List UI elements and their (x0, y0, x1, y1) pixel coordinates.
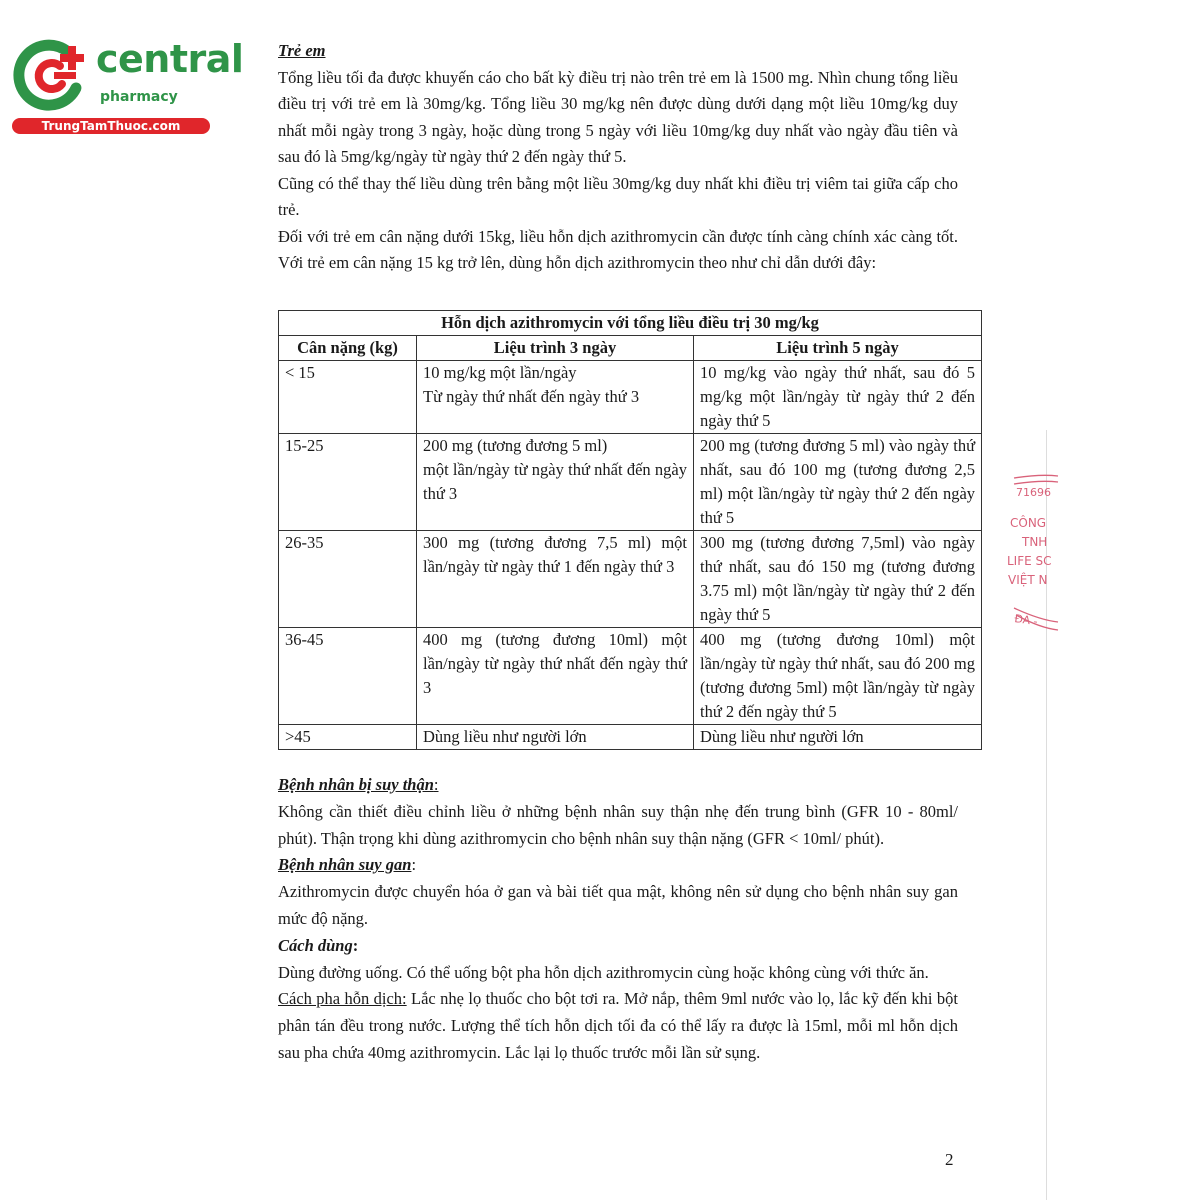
cell-5-day: Dùng liều như người lớn (694, 725, 982, 750)
table-row (279, 434, 982, 531)
column-header-5-day: Liệu trình 5 ngày (694, 336, 982, 361)
cell-3-day: 200 mg (tương đương 5 ml) một lần/ngày từ ngày thứ nhất đến ngày thứ 3 (417, 434, 694, 531)
svg-text:VIỆT N: VIỆT N (1008, 573, 1048, 587)
table-row (279, 628, 982, 725)
paragraph-renal: Không cần thiết điều chỉnh liều ở những bệnh nhân suy thận nhẹ đến trung bình (GFR 10 - 80ml/ phút). Thận trọng khi dùng azithromycin cho bệnh nhân suy thận nặng (GFR < 10ml/ phút). (278, 801, 958, 848)
section-special-populations: Bệnh nhân bị suy thận: Không cần thiết điều chỉnh liều ở những bệnh nhân suy thận nhẹ đến trung bình (GFR 10 - 80ml/ phút). Thận trọng khi dùng azithromycin cho bệnh nhân suy thận nặng (GFR < 10ml/ phút). Bệnh nhân suy gan: Azithromycin được chuyển hóa ở gan và bài tiết qua mật, không nên sử dụng cho bệnh nhân suy gan mức độ nặng. Cách dùng: Dùng đường uống. Có thể uống bột pha hỗn dịch azithromycin cùng hoặc không cùng với thức ăn. Cách pha hỗn dịch: Lắc nhẹ lọ thuốc cho bột tơi ra. Mở nắp, thêm 9ml nước vào lọ, lắc kỹ đến khi bột phân tán đều trong nước. Lượng thể tích hỗn dịch tối đa có thể lấy ra được là 15ml, mỗi ml hỗn dịch sau pha chứa 40mg azithromycin. Lắc lại lọ thuốc trước mỗi lần sử sụng. (278, 772, 958, 1067)
cell-weight: 15-25 (279, 434, 417, 531)
cell-5-day: 400 mg (tương đương 10ml) một lần/ngày từ ngày thứ nhất, sau đó 200 mg (tương đương 5ml) một lần/ngày từ ngày thứ 2 đến ngày thứ 5 (694, 628, 982, 725)
brand-name: central (96, 37, 244, 81)
paragraph-preparation: Cách pha hỗn dịch: Lắc nhẹ lọ thuốc cho bột tơi ra. Mở nắp, thêm 9ml nước vào lọ, lắc kỹ đến khi bột phân tán đều trong nước. Lượng thể tích hỗn dịch tối đa có thể lấy ra được là 15ml, mỗi ml hỗn dịch sau pha chứa 40mg azithromycin. Lắc lại lọ thuốc trước mỗi lần sử sụng. (278, 989, 958, 1062)
svg-text:LIFE SC: LIFE SC (1007, 554, 1052, 568)
svg-text:ĐA -: ĐA - (1013, 612, 1039, 629)
svg-text:TNH: TNH (1022, 535, 1048, 549)
cell-3-day: 10 mg/kg một lần/ngày Từ ngày thứ nhất đến ngày thứ 3 (417, 361, 694, 434)
table-row (279, 361, 982, 434)
dosage-table (278, 310, 982, 750)
cell-weight: >45 (279, 725, 417, 750)
table-row (279, 531, 982, 628)
svg-text:CÔNG: CÔNG (1010, 516, 1047, 530)
section-children (278, 38, 958, 277)
section-heading-hepatic: Bệnh nhân suy gan (278, 855, 412, 875)
column-header-weight: Cân nặng (kg) (279, 336, 417, 361)
cell-weight: 26-35 (279, 531, 417, 628)
page-number: 2 (945, 1150, 954, 1169)
section-heading-children: Trẻ em (278, 41, 326, 60)
paragraph-otitis: Cũng có thể thay thế liều dùng trên bằng một liều 30mg/kg duy nhất khi điều trị viêm tai giữa cấp cho trẻ. (278, 173, 958, 219)
paragraph-hepatic: Azithromycin được chuyển hóa ở gan và bài tiết qua mật, không nên sử dụng cho bệnh nhân suy gan mức độ nặng. (278, 882, 958, 928)
preparation-label: Cách pha hỗn dịch: (278, 989, 407, 1009)
brand-subtitle: pharmacy (100, 89, 178, 105)
company-stamp (1000, 470, 1060, 640)
cell-3-day: 400 mg (tương đương 10ml) một lần/ngày từ ngày thứ nhất đến ngày thứ 3 (417, 628, 694, 725)
cell-3-day: 300 mg (tương đương 7,5 ml) một lần/ngày từ ngày thứ 1 đến ngày thứ 3 (417, 531, 694, 628)
column-header-3-day: Liệu trình 3 ngày (417, 336, 694, 361)
pharmacy-cross-icon (10, 38, 94, 118)
brand-site: TrungTamThuoc.com (12, 118, 210, 134)
svg-text:71696: 71696 (1016, 486, 1051, 499)
paragraph-usage: Dùng đường uống. Có thể uống bột pha hỗn dịch azithromycin cùng hoặc không cùng với thức ăn. (278, 962, 929, 982)
brand-logo[interactable] (10, 37, 244, 138)
cell-3-day: Dùng liều như người lớn (417, 725, 694, 750)
section-heading-renal: Bệnh nhân bị suy thận (278, 775, 434, 794)
paragraph-weight: Đối với trẻ em cân nặng dưới 15kg, liều hỗn dịch azithromycin cần được tính càng chính xác càng tốt. Với trẻ em cân nặng 15 kg trở lên, dùng hỗn dịch azithromycin theo như chỉ dẫn dưới đây: (278, 226, 958, 272)
table-row (279, 725, 982, 750)
table-title: Hỗn dịch azithromycin với tổng liều điều trị 30 mg/kg (279, 311, 982, 336)
paragraph-max-dose: Tổng liều tối đa được khuyến cáo cho bất kỳ điều trị nào trên trẻ em là 1500 mg. Nhìn chung tổng liều điều trị với trẻ em là 30mg/kg. Tổng liều 30 mg/kg nên được dùng dưới dạng một liều 10mg/kg duy nhất mỗi ngày trong 3 ngày, hoặc dùng trong 5 ngày với liều 10mg/kg duy nhất vào ngày đầu tiên và sau đó là 5mg/kg/ngày từ ngày thứ 2 đến ngày thứ 5. (278, 67, 958, 166)
cell-weight: < 15 (279, 361, 417, 434)
cell-5-day: 10 mg/kg vào ngày thứ nhất, sau đó 5 mg/kg một lần/ngày từ ngày thứ 2 đến ngày thứ 5 (694, 361, 982, 434)
section-heading-usage: Cách dùng (278, 935, 353, 955)
cell-5-day: 200 mg (tương đương 5 ml) vào ngày thứ nhất, sau đó 100 mg (tương đương 2,5 ml) một lần/ngày từ ngày thứ 2 đến ngày thứ 5 (694, 434, 982, 531)
cell-5-day: 300 mg (tương đương 7,5ml) vào ngày thứ nhất, sau đó 150 mg (tương đương 3.75 ml) một lần/ngày từ ngày thứ 2 đến ngày thứ 5 (694, 531, 982, 628)
cell-weight: 36-45 (279, 628, 417, 725)
